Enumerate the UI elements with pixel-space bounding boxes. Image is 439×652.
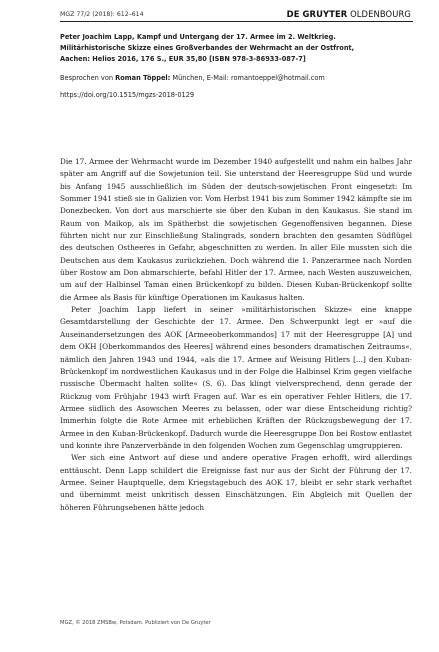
paragraph: Peter Joachim Lapp liefert in seiner »militärhistorischen Skizze« eine knappe Gesamtdarstellung der Geschichte der 17. Armee. Den Schwerpunkt legt er »auf die Auseinandersetzungen des AOK [Armeeoberkommandos] 17 mit der Heeresgruppe [A] und dem OKH [Oberkommandos des Heeres] während eines besonders dramatischen Zeitraums«, nämlich den Jahren 1943 und 1944, »als die 17. Armee auf Weisung Hitlers [...] den Kuban-Brückenkopf im nordwestlichen Kaukasus und in der Folge die Halbinsel Krim gegen vielfache russische Übermacht halten sollte« (S. 6). Das klingt vielversprechend, denn gerade der Rückzug vom Frühjahr 1943 wirft Fragen auf. War es ein operativer Fehler Hitlers, die 17. Armee südlich des Asowschen Meeres zu belassen, oder war diese Entscheidung richtig? Immerhin folgte die Rote Armee mit erheblichen Kräften der Rückzugsbewegung der 17. Armee in den Kuban-Brückenkopf. Dadurch wurde die Heeresgruppe Don bei Rostow entlastet und konnte ihre Panzerverbände in den folgenden Wochen zum Gegenschlag umgruppieren. — [60, 305, 412, 450]
publisher-name-light: OLDENBOURG — [350, 9, 411, 19]
book-citation-line-3: Aachen: Helios 2016, 176 S., EUR 35,80 [ISBN 978-3-86933-087-7] — [60, 54, 306, 63]
reviewer-prefix: Besprochen von — [60, 74, 114, 83]
journal-reference: MGZ 77/2 (2018): 612–614 — [60, 11, 144, 18]
review-metadata — [60, 32, 412, 101]
paragraph: Die 17. Armee der Wehrmacht wurde im Dezember 1940 aufgestellt und nahm ein halbes Jahr später am Angriff auf die Sowjetunion teil. Sie unterstand der Heeresgruppe Süd und wurde bis Anfang 1945 ausschließlich im Süden der deutsch-sowjetischen Front eingesetzt: Im Sommer 1941 stieß sie in Galizien vor. Vom Herbst 1941 bis zum Sommer 1942 kämpfte sie im Donezbecken. Von dort aus marschierte sie über den Kuban in den Kaukasus. Sie stand im Raum von Maikop, als im Spätherbst die sowjetischen Gegenoffensiven begannen. Diese führten nicht nur zur Einschließung Stalingrads, sondern brachten den gesamten Südflügel des deutschen Ostheeres in Gefahr, abgeschnitten zu werden. In aller Eile mussten sich die Deutschen aus dem Kaukasus zurückziehen. Doch während die 1. Panzerarmee nach Norden über Rostow am Don abmarschierte, befahl Hitler der 17. Armee, nach Westen auszuweichen, um auf der Halbinsel Taman einen Brückenkopf zu bilden. Diesen Kuban-Brückenkopf sollte die Armee als Basis für künftige Operationen im Kaukasus halten. — [60, 157, 412, 302]
publisher-name-bold: DE GRUYTER — [286, 9, 348, 19]
book-citation-line-1: Peter Joachim Lapp, Kampf und Untergang der 17. Armee im 2. Weltkrieg. — [60, 33, 336, 41]
reviewer-line — [60, 73, 412, 84]
reviewer-name: Roman Töppel: — [115, 74, 171, 83]
doi-link[interactable]: https://doi.org/10.1515/mgzs-2018-0129 — [60, 91, 195, 100]
page-footer: MGZ, © 2018 ZMSBw, Potsdam. Publiziert von De Gruyter — [60, 620, 211, 626]
page-header — [0, 0, 439, 20]
publisher-logo — [287, 9, 411, 19]
paragraph: Wer sich eine Antwort auf diese und andere operative Fragen erhofft, wird allerdings enttäuscht. Denn Lapp schildert die Ereignisse fast nur aus der Sicht der Führung der 17. Armee. Seiner Hauptquelle, dem Kriegstagebuch des AOK 17, bleibt er sehr stark verhaftet und übernimmt meist unkritisch dessen Einschätzungen. Ein Abgleich mit Quellen der höheren Führungsebenen hätte jedoch — [60, 453, 412, 512]
book-citation-line-2: Militärhistorische Skizze eines Großverbandes der Wehrmacht an der Ostfront, — [60, 43, 355, 52]
review-body — [60, 156, 412, 514]
reviewer-contact: München, E-Mail: romantoeppel@hotmail.com — [172, 74, 325, 83]
header-rule — [60, 21, 413, 22]
